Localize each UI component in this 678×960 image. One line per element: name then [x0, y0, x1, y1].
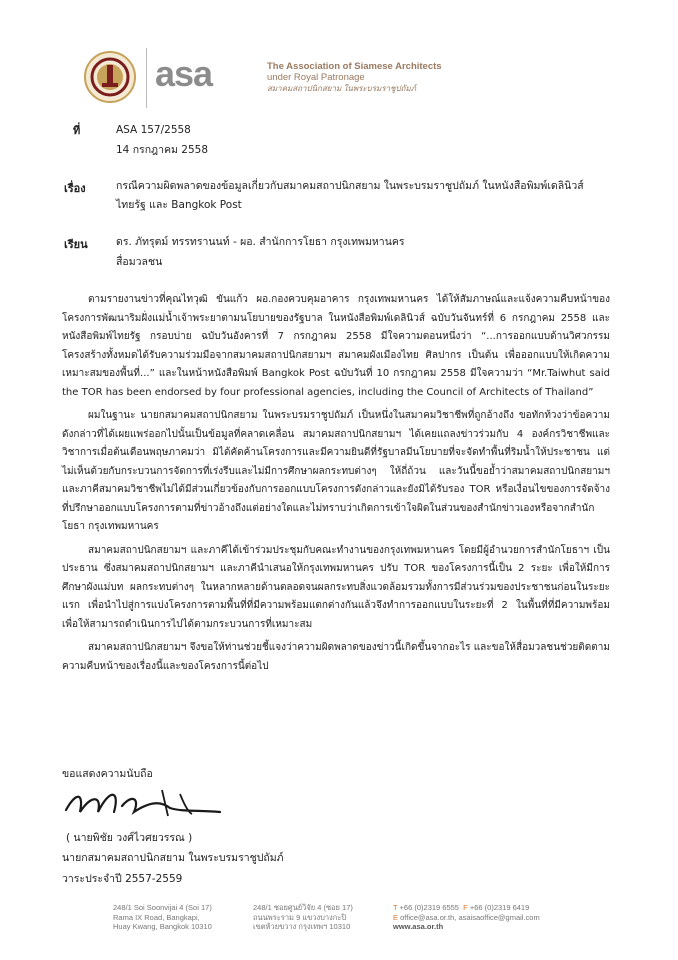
organization-name [267, 61, 442, 94]
footer-address-en-line: Huay Kwang, Bangkok 10310 [113, 922, 212, 931]
header-divider [146, 48, 147, 108]
closing-regards: ขอแสดงความนับถือ [62, 768, 153, 780]
subject-line-1: กรณีความผิดพลาดของข้อมูลเกี่ยวกับสมาคมสถาปนิกสยาม ในพระบรมราชูปถัมภ์ ในหนังสือพิมพ์เดลินิวส์ [116, 180, 584, 192]
footer-contact [393, 903, 540, 932]
footer-address-english [113, 903, 212, 932]
email-value[interactable]: office@asa.or.th, asaisaoffice@gmail.com [400, 912, 540, 922]
ref-number: ASA 157/2558 [116, 124, 191, 136]
recipient-line-2: สื่อมวลชน [116, 256, 163, 268]
body-paragraph-1: ตามรายงานข่าวที่คุณไทวุฒิ ขันแก้ว ผอ.กองควบคุมอาคาร กรุงเทพมหานคร ได้ให้สัมภาษณ์และแจ้งความคืบหน้าของโครงการพัฒนาริมฝั่งแม่น้ำเจ้าพระยาตามนโยบายของรัฐบาล ในหนังสือพิมพ์เดลินิวส์ ฉบับวันจันทร์ที่ 6 กรกฎาคม 2558 และหนังสือพิมพ์ไทยรัฐ กรอบบ่าย ฉบับวันอังคารที่ 7 กรกฎาคม 2558 มีใจความตอนหนึ่งว่า “...การออกแบบด้านวิศวกรรมโครงสร้างทั้งหมดได้รับความร่วมมือจากสมาคมสถาปนิกสยามฯ สมาคมผังเมืองไทย ศิลปากร เป็นต้น เพื่อออกแบบให้เกิดความเหมาะสมของพื้นที่...” และในหน้าหนังสือพิมพ์ Bangkok Post ฉบับวันที่ 10 กรกฎาคม 2558 มีใจความว่า “Mr.Taiwhut said the TOR has been endorsed by four professional agencies, including the Council of Architects of Thailand” [62, 294, 610, 398]
association-seal-icon [83, 50, 137, 104]
subject-line-2: ไทยรัฐ และ Bangkok Post [116, 199, 242, 211]
footer-address-thai [253, 903, 353, 932]
footer-address-th-line: เขตห้วยขวาง กรุงเทพฯ 10310 [253, 922, 351, 931]
fax-value: +66 (0)2319 6419 [469, 903, 530, 912]
fax-label: F [463, 903, 468, 912]
footer-address-en-line: 248/1 Soi Soonvijai 4 (Soi 17) [113, 903, 212, 912]
body-paragraph-3: สมาคมสถาปนิกสยามฯ และภาคีได้เข้าร่วมประชุมกับคณะทำงานของกรุงเทพมหานคร โดยมีผู้อำนวยการสำนักโยธาฯ เป็นประธาน ซึ่งสมาคมสถาปนิกสยามฯ และภาคีนำเสนอให้กรุงเทพมหานคร ปรับ TOR ของโครงการนี้เป็น 2 ระยะ เพื่อให้มีการศึกษาผังแม่บท ผลกระทบต่างๆ ในหลากหลายด้านตลอดจนผลกระทบสิ่งแวดล้อมรวมทั้งการมีส่วนร่วมของประชาชนก่อนในระยะแรก เพื่อนำไปสู่การแบ่งโครงการตามพื้นที่ที่มีความพร้อมแตกต่างกันแล้วจึงทำการออกแบบในระยะที่ 2 ในพื้นที่ที่มีความพร้อมเพื่อให้สามารถดำเนินการไปได้ตามกระบวนการที่เหมาะสม [62, 544, 610, 630]
phone-label: T [393, 903, 398, 912]
ref-label: ที่ [73, 124, 81, 137]
footer-phone-fax [393, 903, 540, 913]
footer-email [393, 913, 540, 923]
subject-label: เรื่อง [64, 182, 86, 195]
asa-logo-icon [153, 56, 259, 94]
footer-address-th-line: 248/1 ซอยศูนย์วิจัย 4 (ซอย 17) [253, 903, 353, 912]
letter-body [62, 291, 610, 681]
letter-date: 14 กรกฎาคม 2558 [116, 144, 209, 156]
footer-address-en-line: Rama IX Road, Bangkapi, [113, 912, 200, 922]
phone-value[interactable]: +66 (0)2319 6555 [399, 903, 459, 912]
body-paragraph-4: สมาคมสถาปนิกสยามฯ จึงขอให้ท่านช่วยชี้แจงว่าความผิดพลาดของข่าวนี้เกิดขึ้นจากอะไร และขอให้สื่อมวลชนช่วยติดตามความคืบหน้าของเรื่องนี้และของโครงการนี้ต่อไป [62, 642, 610, 672]
svg-text:asa: asa [155, 56, 213, 94]
signatory-title: นายกสมาคมสถาปนิกสยาม ในพระบรมราชูปถัมภ์ [62, 852, 284, 864]
email-label: E [393, 912, 399, 922]
org-name-thai: สมาคมสถาปนิกสยาม ในพระบรมราชูปถัมภ์ [267, 84, 417, 93]
signature-image [62, 782, 227, 822]
footer-address-th-line: ถนนพระราม 9 แขวงบางกะปิ [253, 912, 347, 922]
website-link[interactable]: www.asa.or.th [393, 922, 444, 931]
body-paragraph-2: ผมในฐานะ นายกสมาคมสถาปนิกสยาม ในพระบรมราชูปถัมภ์ เป็นหนึ่งในสมาคมวิชาชีพที่ถูกอ้างถึง ขอทักท้วงว่าข้อความดังกล่าวที่ได้เผยแพร่ออกไปนั้นเป็นข้อมูลที่คลาดเคลื่อน สมาคมสถาปนิกสยามฯ ได้เคยแถลงข่าวร่วมกับ 4 องค์กรวิชาชีพและวิชาการเมื่อต้นเดือนพฤษภาคมว่า มิได้คัดค้านโครงการและมีความยินดีที่รัฐบาลมีนโยบายที่จะจัดทำพื้นที่ริมน้ำให้ประชาชน แต่ไม่เห็นด้วยกับกระบวนการจัดการที่เร่งรีบและไม่มีการศึกษาผลกระทบต่างๆ ให้ถี่ถ้วน และวันนี้ขอย้ำว่าสมาคมสถาปนิกสยามฯ และภาคีสมาคมวิชาชีพไม่ได้มีส่วนเกี่ยวข้องกับการออกแบบโครงการดังกล่าวและยังมิได้รับรอง TOR หรือเงื่อนไขของการจัดจ้างที่ปรึกษาออกแบบโครงการตามที่ข่าวอ้างถึงแต่อย่างใดและไม่ทราบว่าเกิดการเข้าใจผิดในส่วนของสำนักข่าวเองหรือจากสำนักโยธา กรุงเทพมหานคร [62, 410, 610, 532]
signatory-term: วาระประจำปี 2557-2559 [62, 873, 183, 885]
recipient-line-1: ดร. ภัทรุตม์ ทรรทรานนท์ - ผอ. สำนักการโยธา กรุงเทพมหานคร [116, 236, 405, 248]
recipient-label: เรียน [64, 238, 88, 251]
signatory-name: ( นายพิชัย วงศ์ไวศยวรรณ ) [66, 832, 193, 844]
org-name-english: The Association of Siamese Architects [267, 61, 442, 72]
org-patronage-english: under Royal Patronage [267, 72, 365, 83]
